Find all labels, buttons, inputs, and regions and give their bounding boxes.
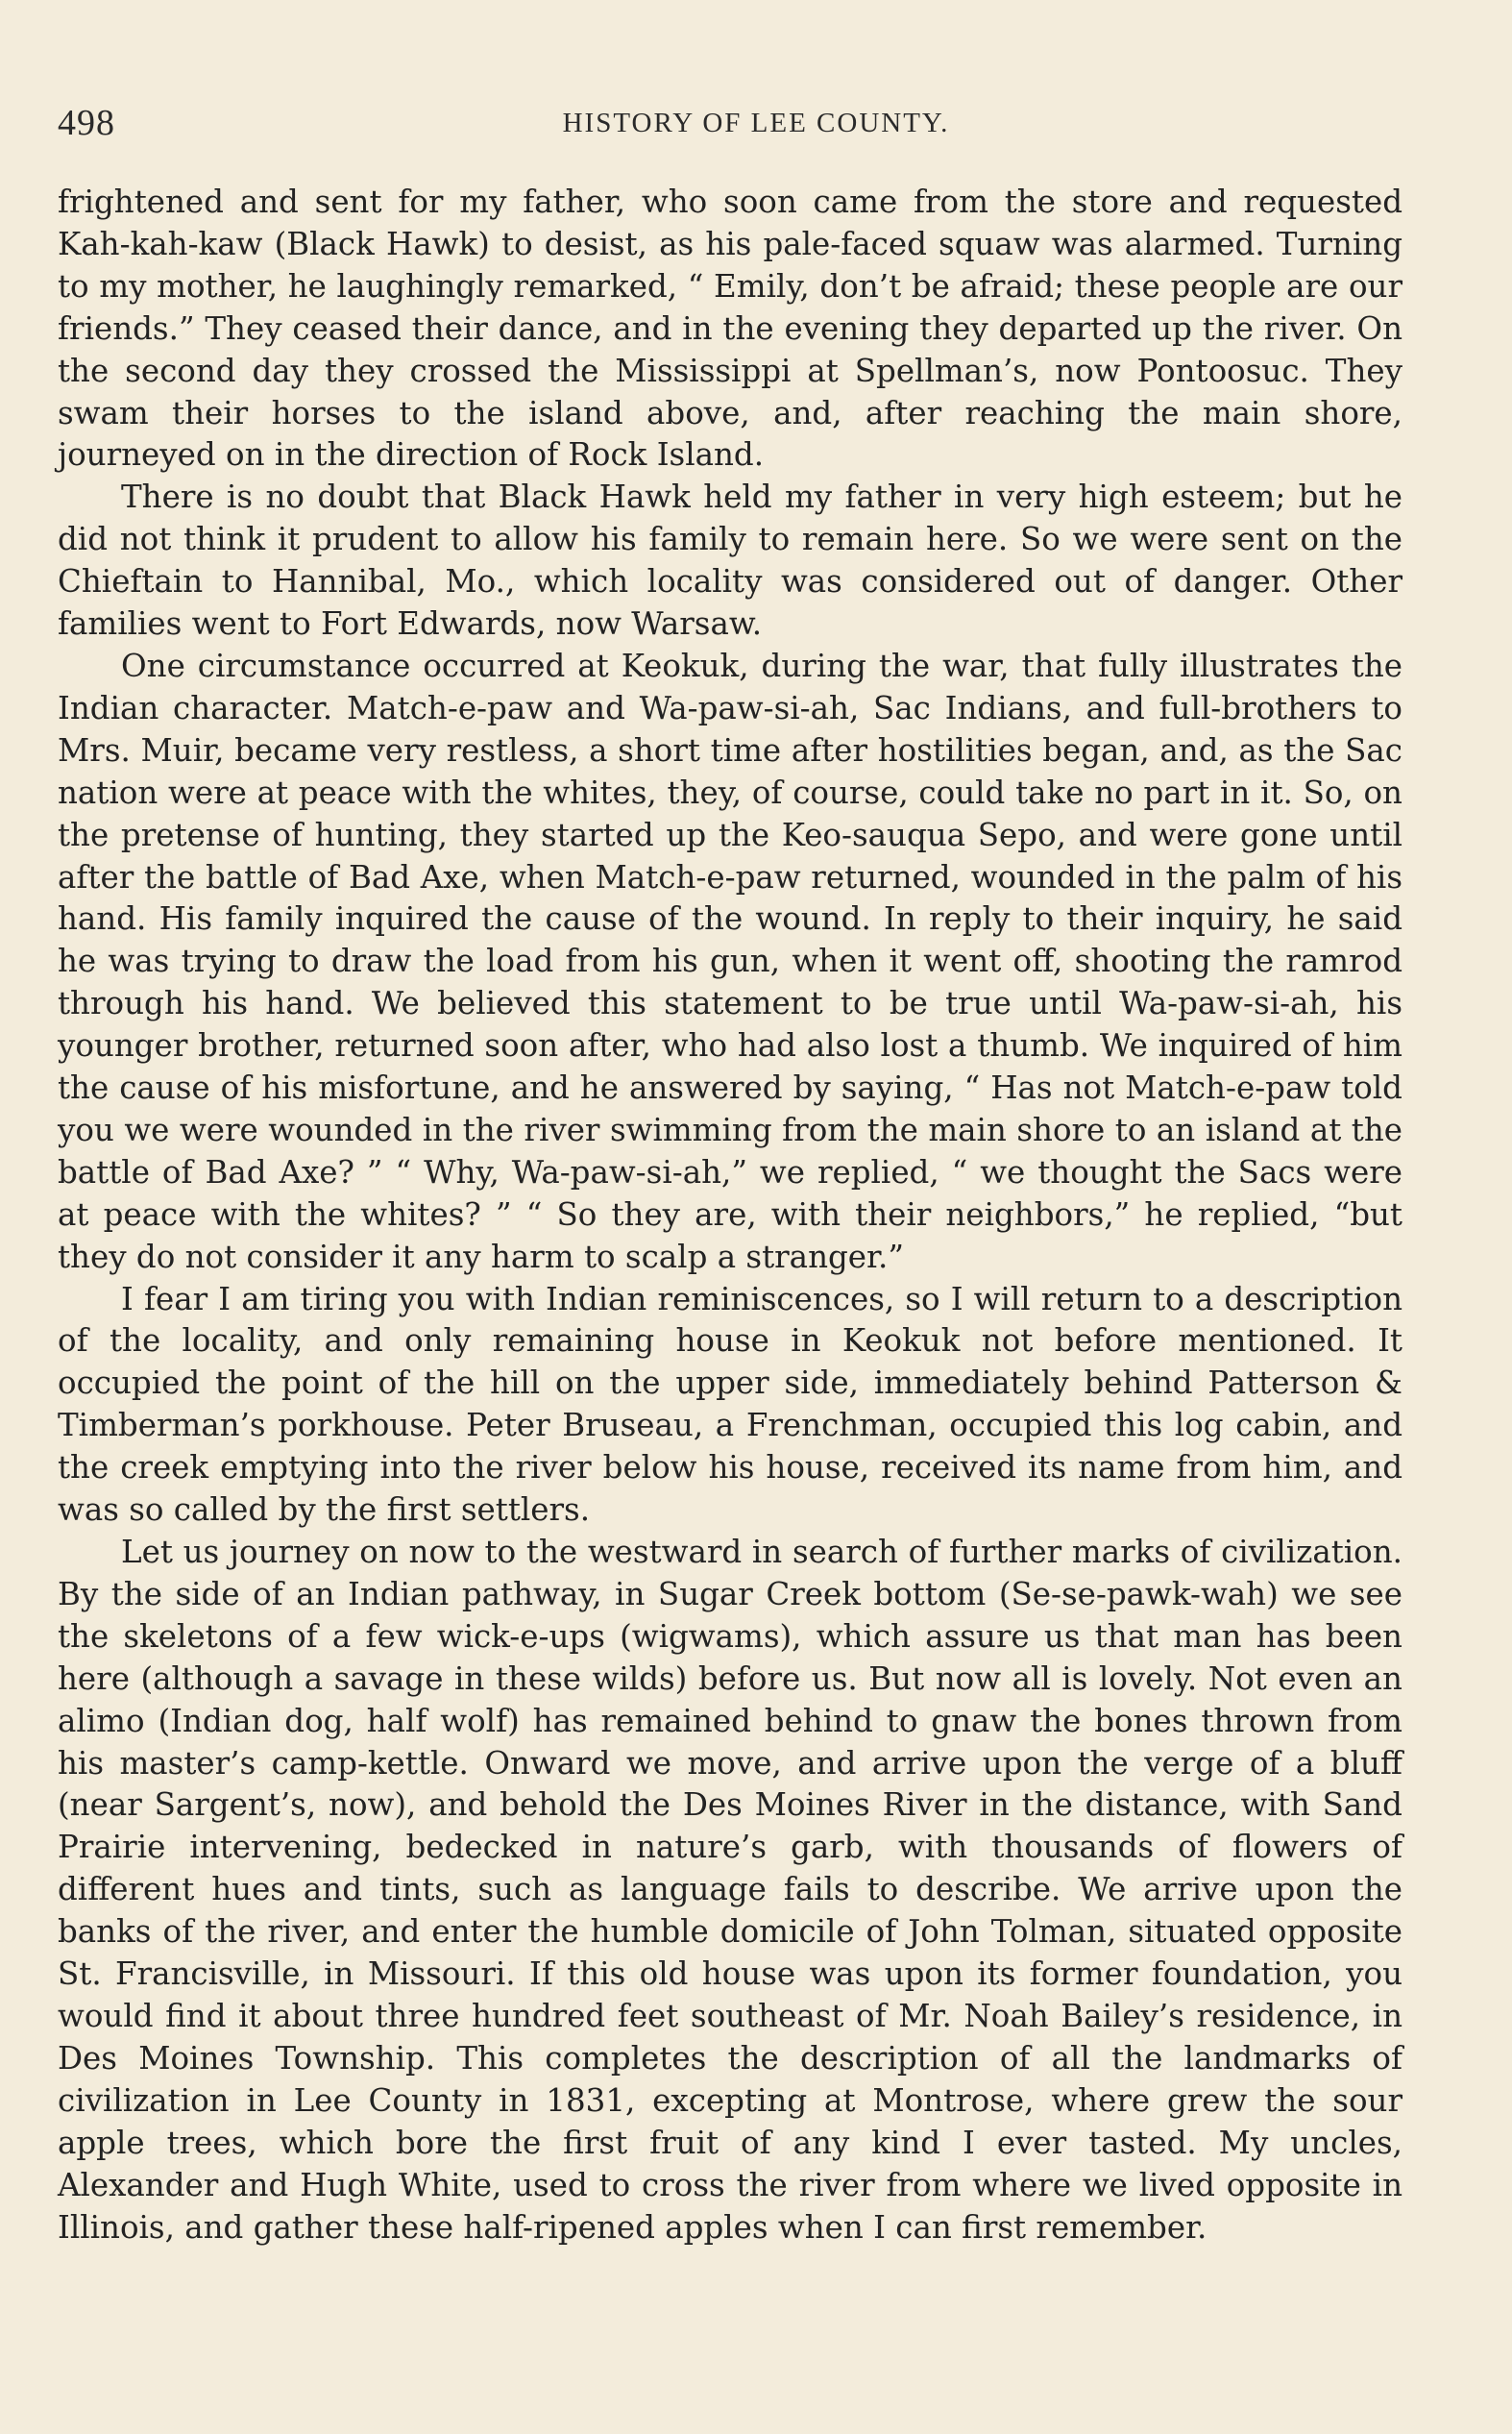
paragraph: Let us journey on now to the westward in search of further marks of civilization. By the side of an Indian pathway, in Sugar Creek bottom (Se-se-pawk-wah) we see the skeletons of a few wick-e-ups (wigwams), which assure us that man has been here (although a savage in these wilds) before us. But now all is lovely. Not even an alimo (Indian dog, half wolf) has remained behind to gnaw the bones thrown from his master’s camp-kettle. Onward we move, and arrive upon the verge of a bluff (near Sargent’s, now), and behold the Des Moines River in the distance, with Sand Prairie intervening, bedecked in nature’s garb, with thousands of flowers of different hues and tints, such as language fails to describe. We arrive upon the banks of the river, and enter the humble domicile of John Tolman, situated opposite St. Francisville, in Missouri. If this old house was upon its former foundation, you would find it about three hundred feet southeast of Mr. Noah Bailey’s residence, in Des Moines Township. This completes the description of all the landmarks of civilization in Lee County in 1831, excepting at Montrose, where grew the sour apple trees, which bore the first fruit of any kind I ever tasted. My uncles, Alexander and Hugh White, used to cross the river from where we lived opposite in Illinois, and gather these half-ripened apples when I can first remember. (58, 1534, 1402, 2246)
running-title: HISTORY OF LEE COUNTY. (562, 108, 950, 138)
paragraph: I fear I am tiring you with Indian reminiscences, so I will return to a description of the locality, and only remaining house in Keokuk not before mentioned. It occupied the point of the hill on the upper side, immediately behind Patterson & Timberman’s porkhouse. Peter Bruseau, a Frenchman, occupied this log cabin, and the creek emptying into the river below his house, received its name from him, and was so called by the first settlers. (58, 1280, 1402, 1529)
paragraph: There is no doubt that Black Hawk held my father in very high esteem; but he did not think it prudent to allow his family to remain here. So we were sent on the Chieftain to Hannibal, Mo., which locality was considered out of danger. Other families went to Fort Edwards, now Warsaw. (58, 479, 1402, 643)
paragraph: frightened and sent for my father, who soon came from the store and requested Kah-kah-kaw (Black Hawk) to desist, as his pale-faced squaw was alarmed. Turning to my mother, he laughingly remarked, “ Emily, don’t be afraid; these people are our friends.” They ceased their dance, and in the evening they departed up the river. On the second day they crossed the Mississippi at Spellman’s, now Pontoosuc. They swam their horses to the island above, and, after reaching the main shore, journeyed on in the direction of Rock Island. (58, 184, 1402, 474)
paragraph: One circumstance occurred at Keokuk, during the war, that fully illustrates the Indian character. Match-e-paw and Wa-paw-si-ah, Sac Indians, and full-brothers to Mrs. Muir, became very restless, a short time after hostilities began, and, as the Sac nation were at peace with the whites, they, of course, could take no part in it. So, on the pretense of hunting, they started up the Keo-sauqua Sepo, and were gone until after the battle of Bad Axe, when Match-e-paw returned, wounded in the palm of his hand. His family inquired the cause of the wound. In reply to their inquiry, he said he was trying to draw the load from his gun, when it went off, shooting the ramrod through his hand. We believed this statement to be true until Wa-paw-si-ah, his younger brother, returned soon after, who had also lost a thumb. We inquired of him the cause of his misfortune, and he answered by saying, “ Has not Match-e-paw told you we were wounded in the river swimming from the main shore to an island at the battle of Bad Axe? ” “ Why, Wa-paw-si-ah,” we replied, “ we thought the Sacs were at peace with the whites? ” “ So they are, with their neighbors,” he replied, “but they do not consider it any harm to scalp a stranger.” (58, 647, 1402, 1275)
body-text (58, 182, 1402, 2249)
page-number: 498 (58, 103, 115, 143)
